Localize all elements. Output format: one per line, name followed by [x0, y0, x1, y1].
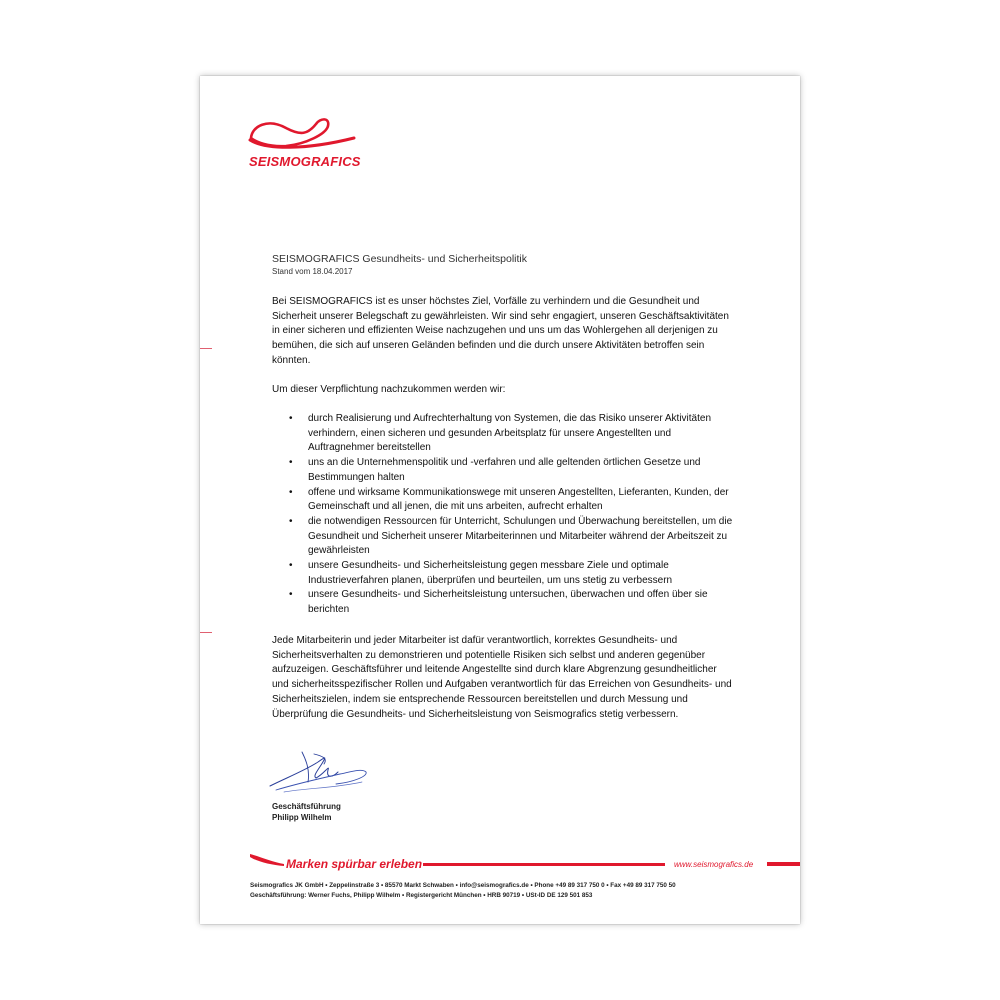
list-item-text: unsere Gesundheits- und Sicherheitsleistung untersuchen, überwachen und offen über sie berichten	[308, 589, 708, 616]
lead-in-paragraph: Um dieser Verpflichtung nachzukommen werden wir:	[272, 384, 506, 395]
intro-paragraph: Bei SEISMOGRAFICS ist es unser höchstes Ziel, Vorfälle zu verhindern und die Gesundheit und Sicherheit unserer Belegschaft zu gewährleisten. Wir sind sehr engagiert, unseren Geschäftsaktivitäten in einer sicheren und effizienten Weise nachzugehen und uns um das Wohlergehen all derjenigen zu bemühen, die sich auf unseren Geländen befinden und die durch unsere Aktivitäten betroffen sein könnten.	[272, 296, 729, 366]
list-item-text: uns an die Unternehmenspolitik und -verfahren und alle geltenden örtlichen Gesetze und Bestimmungen halten	[308, 457, 701, 483]
list-item	[272, 412, 734, 456]
signature-block	[272, 801, 341, 823]
logo-wordmark: SEISMOGRAFICS	[249, 154, 361, 169]
fold-mark-upper	[200, 348, 212, 349]
fold-mark-lower	[200, 632, 212, 633]
footer-address-line: Seismografics JK GmbH • Zeppelinstraße 3 • 85570 Markt Schwaben • info@seismografics.de • Phone +49 89 317 750 0 • Fax +49 89 317 750 50	[250, 882, 676, 889]
signatory-name: Philipp Wilhelm	[272, 813, 332, 822]
list-item-text: unsere Gesundheits- und Sicherheitsleistung gegen messbare Ziele und optimale Industrieverfahren planen, überprüfen und beurteilen, um uns stetig zu verbessern	[308, 560, 673, 586]
document-header	[272, 253, 527, 277]
footer-website: www.seismografics.de	[674, 860, 754, 869]
handwritten-signature	[266, 748, 376, 805]
closing-paragraph: Jede Mitarbeiterin und jeder Mitarbeiter ist dafür verantwortlich, korrektes Gesundheits- und Sicherheitsverhalten zu demonstrieren und potentielle Risiken sich selbst und anderen gegenüber aufzuzeigen. Geschäftsführer und leitende Angestellte sind durch klare Abgrenzung gesundheitlicher und sicherheitsspezifischer Rollen und Aufgaben verantwortlich für das Erreichen von Gesundheits- und Sicherheitszielen, indem sie entsprechende Ressourcen bereitstellen und durch Messung und Überprüfung die Gesundheits- und Sicherheitsleistung von Seismografics stetig verbessern.	[272, 635, 732, 720]
document-title: SEISMOGRAFICS Gesundheits- und Sicherheitspolitik	[272, 253, 528, 265]
bullet-icon: •	[289, 589, 293, 601]
footer-registration-line: Geschäftsführung: Werner Fuchs, Philipp Wilhelm • Registergericht München • HRB 90719 • USt-ID DE 129 501 853	[250, 892, 593, 899]
list-item	[272, 559, 734, 588]
bullet-icon: •	[289, 515, 293, 527]
commitment-list	[272, 412, 734, 618]
list-item	[272, 588, 734, 617]
list-item	[272, 486, 734, 515]
seismografics-wave-logo-icon	[246, 114, 376, 154]
list-item-text: offene und wirksame Kommunikationswege mit unseren Angestellten, Lieferanten, Kunden, der Gemeinschaft und all jenen, die mit uns arbeiten, aufrecht erhalten	[308, 486, 729, 513]
signatory-role: Geschäftsführung	[272, 802, 341, 811]
list-item	[272, 456, 734, 485]
bullet-icon: •	[289, 486, 293, 498]
footer-slogan-band	[200, 850, 800, 872]
footer-slogan: Marken spürbar erleben	[286, 857, 423, 871]
document-date: Stand vom 18.04.2017	[272, 267, 353, 276]
bullet-icon: •	[289, 457, 293, 469]
bullet-icon: •	[289, 560, 293, 572]
signature-icon	[266, 748, 376, 800]
company-logo	[246, 114, 376, 174]
bullet-icon: •	[289, 413, 293, 424]
footer-company-info	[250, 881, 676, 901]
list-item	[272, 515, 734, 559]
list-item-text: durch Realisierung und Aufrechterhaltung von Systemen, die das Risiko unserer Aktivitäten verhindern, einen sicheren und gesunden Arbeitsplatz für unsere Angestellten und Auftragnehmer bereitstellen	[308, 413, 712, 454]
letter-page	[200, 76, 800, 924]
list-item-text: die notwendigen Ressourcen für Unterricht, Schulungen und Überwachung bereitstellen, um die Gesundheit und Sicherheit unserer Mitarbeiterinnen und Mitarbeiter während der Arbeitszeit zu gewährleisten	[308, 515, 733, 557]
